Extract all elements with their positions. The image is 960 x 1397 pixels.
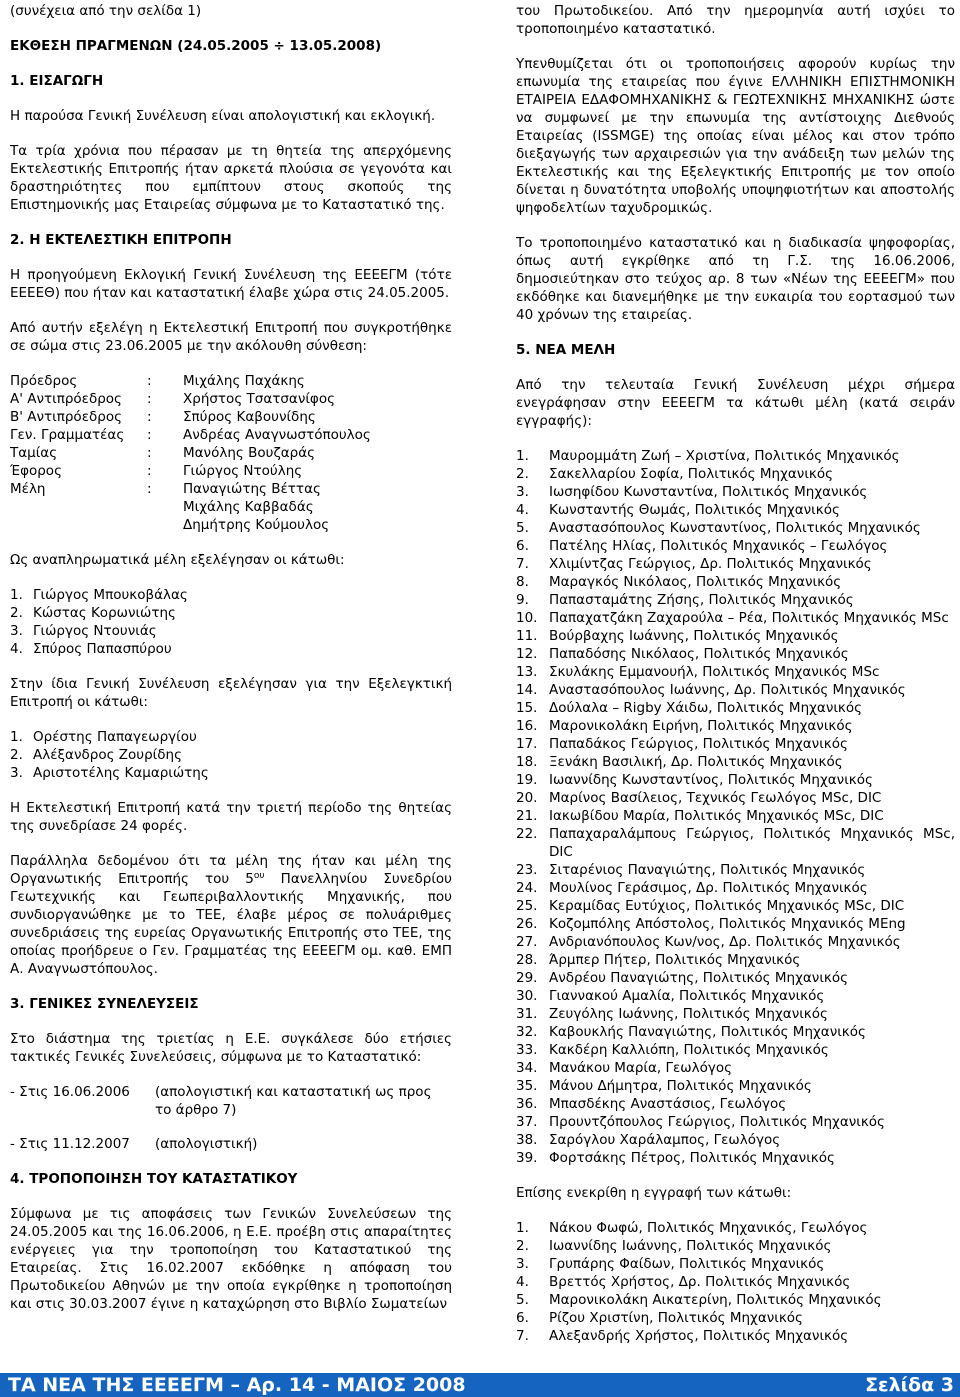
officer-role: Β' Αντιπρόεδρος: [10, 409, 123, 425]
audit-committee-list: [10, 728, 452, 782]
list-item-number: 34.: [516, 1060, 538, 1076]
list-item-number: 29.: [516, 970, 538, 986]
section-2-title: 2. Η ΕΚΤΕΛΕΣΤΙΚΗ ΕΠΙΤΡΟΠΗ: [10, 232, 232, 248]
list-item-text: Βούρβαχης Ιωάννης, Πολιτικός Μηχανικός: [549, 628, 839, 644]
list-item: [516, 933, 955, 951]
list-item-text: Σκυλάκης Εμμανουήλ, Πολιτικός Μηχανικός MSc: [549, 664, 880, 680]
left-column: [10, 2, 452, 1330]
alternates-intro: Ως αναπληρωματικά μέλη εξελέγησαν οι κάτωθι:: [10, 552, 345, 568]
officer-role: Γεν. Γραμματέας: [10, 427, 125, 443]
list-item-number: 3.: [10, 623, 23, 639]
officer-names: [183, 462, 452, 480]
list-item-text: Ρίζου Χριστίνη, Πολιτικός Μηχανικός: [549, 1310, 803, 1326]
list-item-text: Αλέξανδρος Ζουρίδης: [33, 747, 182, 763]
list-item-text: Γρυπάρης Φαίδων, Πολιτικός Μηχανικός: [549, 1256, 825, 1272]
officer-row: [10, 426, 452, 444]
list-item: [516, 1023, 955, 1041]
officer-names: [183, 480, 452, 534]
list-item-text: Σαρόγλου Χαράλαμπος, Γεωλόγος: [549, 1132, 781, 1148]
audit-intro: Στην ίδια Γενική Συνέλευση εξελέγησαν για την Εξελεγκτική Επιτροπή οι κάτωθι:: [10, 676, 452, 710]
list-item-text: Σπύρος Παπασπύρου: [33, 641, 172, 657]
list-item-number: 20.: [516, 790, 538, 806]
footer-bar: [0, 1373, 960, 1397]
list-item-text: Καβουκλής Παναγιώτης, Πολιτικός Μηχανικός: [549, 1024, 866, 1040]
list-item-text: Παπαδόσης Νικόλαος, Πολιτικός Μηχανικός: [549, 646, 849, 662]
officer-colon: :: [147, 427, 152, 443]
list-item-number: 1.: [10, 729, 23, 745]
officer-names: [183, 444, 452, 462]
list-item-text: Ξενάκη Βασιλική, Δρ. Πολιτικός Μηχανικός: [549, 754, 843, 770]
officer-name: Δημήτρης Κούμουλος: [183, 517, 330, 533]
list-item-text: Μαρονικολάκη Ειρήνη, Πολιτικός Μηχανικός: [549, 718, 853, 734]
section-1-title: 1. ΕΙΣΑΓΩΓΗ: [10, 73, 104, 89]
approved-intro: Επίσης ενεκρίθη η εγγραφή των κάτωθι:: [516, 1185, 792, 1201]
section-2-paragraph-2: Από αυτήν εξελέγη η Εκτελεστική Επιτροπή που συγκροτήθηκε σε σώμα στις 23.06.2005 με την ακόλουθη σύνθεση:: [10, 320, 452, 354]
statute-paragraph: Το τροποποιημένο καταστατικό και η διαδικασία ψηφοφορίας, όπως αυτή εγκρίθηκε από τη Γ.Σ. της 16.06.2006, δημοσιεύτηκαν στο τεύχος αρ. 8 των «Νέων της ΕΕΕΕΓΜ» που εκδόθηκε και διανεμήθηκε με την ευκαιρία του εορτασμού των 40 χρόνων της εταιρείας.: [516, 235, 955, 323]
list-item: [516, 1149, 955, 1167]
officer-colon: :: [147, 481, 152, 497]
list-item: [516, 537, 955, 555]
officer-role: Μέλη: [10, 481, 46, 497]
officer-row: [10, 408, 452, 426]
reminder-paragraph: Υπενθυμίζεται ότι οι τροποποιήσεις αφορούν κυρίως την επωνυμία της εταιρείας που έγινε ΕΛΛΗΝΙΚΗ ΕΠΙΣΤΗΜΟΝΙΚΗ ΕΤΑΙΡΕΙΑ ΕΔΑΦΟΜΗΧΑΝΙΚΗΣ & ΓΕΩΤΕΧΝΙΚΗΣ ΜΗΧΑΝΙΚΗΣ ώστε να συμφωνεί με την επωνυμία της αντίστοιχης Διεθνούς Εταιρείας (ISSMGE) της οποίας είναι μέλος και στον τρόπο διεξαγωγής των αρχαιρεσιών για την ανάδειξη των μελών της Εκτελεστικής και της Εξελεγκτικής Επιτροπής με τον οποίο δίνεται η δυνατότητα υποβολής υποψηφιοτήτων και αποστολής ψηφοδελτίων ταχυδρομικώς.: [516, 56, 955, 216]
list-item: [516, 1237, 955, 1255]
officer-names: [183, 372, 452, 390]
congress-text-a: Παράλληλα δεδομένου ότι τα μέλη της ήταν και μέλη της Οργανωτικής Επιτροπής του 5: [10, 853, 452, 887]
meeting-date: - Στις 11.12.2007: [10, 1136, 130, 1152]
list-item: [516, 1077, 955, 1095]
officer-colon: :: [147, 445, 152, 461]
list-item-text: Μπασδέκης Αναστάσιος, Γεωλόγος: [549, 1096, 787, 1112]
list-item: [516, 969, 955, 987]
list-item-number: 21.: [516, 808, 538, 824]
list-item: [516, 519, 955, 537]
list-item-number: 5.: [516, 520, 529, 536]
list-item-text: Μαρίνος Βασίλειος, Τεχνικός Γεωλόγος MSc, DIC: [549, 790, 882, 806]
list-item-text: Κωνσταντής Θωμάς, Πολιτικός Μηχανικός: [549, 502, 840, 518]
list-item-text: Νάκου Φωφώ, Πολιτικός Μηχανικός, Γεωλόγος: [549, 1220, 868, 1236]
list-item-number: 8.: [516, 574, 529, 590]
list-item-number: 16.: [516, 718, 538, 734]
list-item: [516, 753, 955, 771]
footer-publication: ΤΑ ΝΕΑ ΤΗΣ ΕΕΕΕΓΜ – Αρ. 14 - ΜΑΙΟΣ 2008: [8, 1374, 466, 1396]
meetings-paragraph: Η Εκτελεστική Επιτροπή κατά την τριετή περίοδο της θητείας της συνεδρίασε 24 φορές.: [10, 800, 452, 834]
list-item: [516, 1005, 955, 1023]
section-4-paragraph: Σύμφωνα με τις αποφάσεις των Γενικών Συνελεύσεων της 24.05.2005 και της 16.06.2006, η Ε.Ε. προέβη στις απαραίτητες ενέργειες για την τροποποίηση του Καταστατικού της Εταιρείας. Στις 16.02.2007 εκδόθηκε η απόφαση του Πρωτοδικείου Αθηνών με την οποία εγκρίθηκε η τροποποίηση και στις 30.03.2007 έγινε η καταχώρηση στο Βιβλίο Σωματείων: [10, 1206, 452, 1312]
list-item-number: 7.: [516, 556, 529, 572]
list-item: [10, 728, 452, 746]
list-item: [516, 807, 955, 825]
officer-name: Μιχάλης Καββαδάς: [183, 499, 314, 515]
list-item-number: 4.: [516, 502, 529, 518]
list-item-number: 32.: [516, 1024, 538, 1040]
officers-table: [10, 372, 452, 534]
list-item-text: Κακδέρη Καλλιόπη, Πολιτικός Μηχανικός: [549, 1042, 829, 1058]
general-meetings-list: [10, 1083, 452, 1153]
list-item: [516, 501, 955, 519]
list-item: [516, 645, 955, 663]
meeting-note: (απολογιστική και καταστατική ως προς το άρθρο 7): [155, 1084, 432, 1118]
officer-name: Ανδρέας Αναγνωστόπουλος: [183, 427, 371, 443]
list-item-text: Γιαννακού Αμαλία, Πολιτικός Μηχανικός: [549, 988, 825, 1004]
list-item-text: Ανδρέου Παναγιώτης, Πολιτικός Μηχανικός: [549, 970, 849, 986]
list-item-text: Αναστασόπουλος Ιωάννης, Δρ. Πολιτικός Μηχανικός: [549, 682, 906, 698]
continuation-note: (συνέχεια από την σελίδα 1): [10, 3, 202, 19]
officer-name: Γιώργος Ντούλης: [183, 463, 303, 479]
officer-role: Α' Αντιπρόεδρος: [10, 391, 122, 407]
list-item-text: Κοζομπόλης Απόστολος, Πολιτικός Μηχανικός MEng: [549, 916, 906, 932]
list-item-text: Ορέστης Παπαγεωργίου: [33, 729, 197, 745]
list-item: [516, 915, 955, 933]
list-item-text: Ιακωβίδου Μαρία, Πολιτικός Μηχανικός MSc, DIC: [549, 808, 884, 824]
report-title: ΕΚΘΕΣΗ ΠΡΑΓΜΕΝΩΝ (24.05.2005 ÷ 13.05.2008): [10, 38, 382, 54]
list-item-number: 19.: [516, 772, 538, 788]
footer-page-number: Σελίδα 3: [865, 1374, 954, 1396]
officer-row: [10, 462, 452, 480]
list-item-text: Κώστας Κορωνιώτης: [33, 605, 176, 621]
list-item-text: Ανδριανόπουλος Κων/νος, Δρ. Πολιτικός Μηχανικός: [549, 934, 901, 950]
section-5-title: 5. ΝΕΑ ΜΕΛΗ: [516, 342, 616, 358]
list-item: [516, 1113, 955, 1131]
list-item-text: Αλεξανδρής Χρήστος, Πολιτικός Μηχανικός: [549, 1328, 849, 1344]
officer-name: Παναγιώτης Βέττας: [183, 481, 321, 497]
list-item-text: Βρεττός Χρήστος, Δρ. Πολιτικός Μηχανικός: [549, 1274, 851, 1290]
list-item: [516, 1309, 955, 1327]
list-item: [516, 1131, 955, 1149]
officer-row: [10, 480, 452, 534]
list-item-text: Μαραγκός Νικόλαος, Πολιτικός Μηχανικός: [549, 574, 842, 590]
list-item-number: 10.: [516, 610, 538, 626]
officer-name: Μιχάλης Παχάκης: [183, 373, 305, 389]
list-item: [516, 717, 955, 735]
list-item: [516, 627, 955, 645]
list-item-number: 17.: [516, 736, 538, 752]
list-item: [516, 1219, 955, 1237]
list-item-number: 12.: [516, 646, 538, 662]
list-item-number: 25.: [516, 898, 538, 914]
list-item: [516, 663, 955, 681]
officer-name: Σπύρος Καβουνίδης: [183, 409, 316, 425]
list-item-number: 36.: [516, 1096, 538, 1112]
list-item-number: 18.: [516, 754, 538, 770]
section-4-title: 4. ΤΡΟΠΟΠΟΙΗΣΗ ΤΟΥ ΚΑΤΑΣΤΑΤΙΚΟΥ: [10, 1171, 298, 1187]
list-item-number: 1.: [516, 448, 529, 464]
list-item-number: 6.: [516, 1310, 529, 1326]
list-item-number: 27.: [516, 934, 538, 950]
list-item: [10, 586, 452, 604]
list-item-number: 33.: [516, 1042, 538, 1058]
list-item-number: 4.: [10, 641, 23, 657]
list-item: [516, 951, 955, 969]
list-item: [10, 640, 452, 658]
officer-role: Πρόεδρος: [10, 373, 78, 389]
list-item: [516, 699, 955, 717]
officer-colon: :: [147, 373, 152, 389]
list-item-number: 2.: [10, 605, 23, 621]
list-item-text: Γιώργος Ντουνιάς: [33, 623, 157, 639]
list-item: [516, 483, 955, 501]
list-item: [516, 573, 955, 591]
list-item-number: 6.: [516, 538, 529, 554]
list-item: [516, 591, 955, 609]
list-item-number: 28.: [516, 952, 538, 968]
list-item-number: 2.: [516, 466, 529, 482]
alternates-list: [10, 586, 452, 658]
list-item-number: 2.: [516, 1238, 529, 1254]
officer-row: [10, 372, 452, 390]
list-item-text: Αριστοτέλης Καμαριώτης: [33, 765, 209, 781]
list-item-number: 23.: [516, 862, 538, 878]
list-item-number: 4.: [516, 1274, 529, 1290]
list-item-text: Αναστασόπουλος Κωνσταντίνος, Πολιτικός Μηχανικός: [549, 520, 921, 536]
list-item: [516, 1095, 955, 1113]
list-item: [516, 1291, 955, 1309]
officer-names: [183, 390, 452, 408]
list-item-text: Μαυρομμάτη Ζωή – Χριστίνα, Πολιτικός Μηχανικός: [549, 448, 900, 464]
list-item-number: 30.: [516, 988, 538, 1004]
list-item-text: Ιωσηφίδου Κωνσταντίνα, Πολιτικός Μηχανικός: [549, 484, 868, 500]
list-item-text: Μαρονικολάκη Αικατερίνη, Πολιτικός Μηχανικός: [549, 1292, 882, 1308]
list-item: [516, 735, 955, 753]
list-item-text: Πατέλης Ηλίας, Πολιτικός Μηχανικός – Γεωλόγος: [549, 538, 888, 554]
list-item-text: Σακελλαρίου Σοφία, Πολιτικός Μηχανικός: [549, 466, 834, 482]
list-item-text: Μουλίνος Γεράσιμος, Δρ. Πολιτικός Μηχανικός: [549, 880, 868, 896]
list-item-number: 37.: [516, 1114, 538, 1130]
list-item: [516, 879, 955, 897]
list-item: [516, 987, 955, 1005]
list-item-text: Χλιμίντζας Γεώργιος, Δρ. Πολιτικός Μηχανικός: [549, 556, 872, 572]
list-item-text: Γιώργος Μπουκοβάλας: [33, 587, 188, 603]
congress-text-b: Πανελληνίου Συνεδρίου Γεωτεχνικής και Γεωπεριβαλλοντικής Μηχανικής, που συνδιοργανώθηκε με το ΤΕΕ, έλαβε μέρος σε πολυάριθμες συνεδριάσεις της ευρείας Οργανωτικής Επιτροπής στο ΤΕΕ, της οποίας προήδρευε ο Γεν. Γραμματέας της ΕΕΕΕΓΜ ομ. καθ. ΕΜΠ Α. Αναγνωστόπουλος.: [10, 871, 452, 977]
list-item-number: 26.: [516, 916, 538, 932]
officer-name: Χρήστος Τσατσανίφος: [183, 391, 336, 407]
list-item: [516, 1041, 955, 1059]
list-item-text: Ζευγόλης Ιωάννης, Πολιτικός Μηχανικός: [549, 1006, 828, 1022]
list-item-number: 7.: [516, 1328, 529, 1344]
officer-row: [10, 444, 452, 462]
list-item: [516, 771, 955, 789]
list-item-number: 5.: [516, 1292, 529, 1308]
list-item-number: 31.: [516, 1006, 538, 1022]
list-item-number: 38.: [516, 1132, 538, 1148]
list-item: [10, 622, 452, 640]
congress-paragraph: [10, 852, 452, 978]
list-item: [10, 746, 452, 764]
list-item-number: 2.: [10, 747, 23, 763]
officer-colon: :: [147, 391, 152, 407]
list-item: [516, 825, 955, 861]
list-item-number: 15.: [516, 700, 538, 716]
list-item-text: Μάνου Δήμητρα, Πολιτικός Μηχανικός: [549, 1078, 812, 1094]
section-2-paragraph-1: Η προηγούμενη Εκλογική Γενική Συνέλευση της ΕΕΕΕΓΜ (τότε ΕΕΕΕΘ) που ήταν και καταστατική έλαβε χώρα στις 24.05.2005.: [10, 267, 452, 301]
list-item: [516, 555, 955, 573]
congress-superscript: ου: [253, 871, 265, 881]
list-item-text: Παπαχαραλάμπους Γεώργιος, Πολιτικός Μηχανικός MSc, DIC: [549, 826, 955, 860]
list-item-text: Δούλαλα – Rigby Χάιδω, Πολιτικός Μηχανικός: [549, 700, 863, 716]
section-3-paragraph: Στο διάστημα της τριετίας η Ε.Ε. συγκάλεσε δύο ετήσιες τακτικές Γενικές Συνελεύσεις, σύμφωνα με το Καταστατικό:: [10, 1031, 452, 1065]
list-item-number: 1.: [10, 587, 23, 603]
list-item: [516, 789, 955, 807]
list-item: [10, 764, 452, 782]
list-item-number: 11.: [516, 628, 538, 644]
list-item-text: Προυντζόπουλος Γεώργιος, Πολιτικός Μηχανικός: [549, 1114, 885, 1130]
list-item: [516, 1059, 955, 1077]
officer-names: [183, 426, 452, 444]
list-item-text: Μανάκου Μαρία, Γεωλόγος: [549, 1060, 733, 1076]
section-1-paragraph-2: Τα τρία χρόνια που πέρασαν με τη θητεία της απερχόμενης Εκτελεστικής Επιτροπής ήταν αρκετά πλούσια σε γεγονότα και δραστηριότητες που εμπίπτουν στους σκοπούς της Επιστημονικής μας Εταιρείας σύμφωνα με το Καταστατικό της.: [10, 143, 452, 213]
officer-names: [183, 408, 452, 426]
officer-role: Ταμίας: [10, 445, 58, 461]
list-item-number: 3.: [516, 484, 529, 500]
list-item: [516, 681, 955, 699]
list-item-number: 24.: [516, 880, 538, 896]
list-item: [516, 897, 955, 915]
approved-members-list: [516, 1219, 955, 1345]
list-item-text: Παπασταμάτης Ζήσης, Πολιτικός Μηχανικός: [549, 592, 854, 608]
list-item-text: Ιωαννίδης Ιωάννης, Πολιτικός Μηχανικός: [549, 1238, 832, 1254]
officer-role: Έφορος: [10, 463, 62, 479]
list-item: [516, 465, 955, 483]
list-item-number: 39.: [516, 1150, 538, 1166]
continued-paragraph: του Πρωτοδικείου. Από την ημερομηνία αυτή ισχύει το τροποποιημένο καταστατικό.: [516, 3, 955, 37]
list-item-text: Κεραμίδας Ευτύχιος, Πολιτικός Μηχανικός MSc, DIC: [549, 898, 905, 914]
list-item-text: Σιταρένιος Παναγιώτης, Πολιτικός Μηχανικός: [549, 862, 866, 878]
section-1-paragraph-1: Η παρούσα Γενική Συνέλευση είναι απολογιστική και εκλογική.: [10, 108, 436, 124]
section-5-paragraph: Από την τελευταία Γενική Συνέλευση μέχρι σήμερα ενεγράφησαν στην ΕΕΕΕΓΜ τα κάτωθι μέλη (κατά σειράν εγγραφής):: [516, 377, 955, 429]
officer-name: Μανόλης Βουζαράς: [183, 445, 316, 461]
list-item: [516, 609, 955, 627]
list-item: [516, 1327, 955, 1345]
list-item: [516, 447, 955, 465]
list-item-text: Φορτσάκης Πέτρος, Πολιτικός Μηχανικός: [549, 1150, 835, 1166]
right-column: [516, 2, 955, 1362]
list-item-number: 3.: [10, 765, 23, 781]
meeting-date: - Στις 16.06.2006: [10, 1084, 130, 1100]
meeting-row: [10, 1083, 452, 1119]
new-members-list: [516, 447, 955, 1167]
list-item-number: 13.: [516, 664, 538, 680]
list-item-number: 14.: [516, 682, 538, 698]
officer-colon: :: [147, 409, 152, 425]
list-item-text: Άρμπερ Πήτερ, Πολιτικός Μηχανικός: [549, 952, 801, 968]
list-item: [10, 604, 452, 622]
list-item-text: Ιωαννίδης Κωνσταντίνος, Πολιτικός Μηχανικός: [549, 772, 873, 788]
officer-row: [10, 390, 452, 408]
meeting-row: [10, 1135, 452, 1153]
list-item-number: 22.: [516, 826, 538, 842]
officer-colon: :: [147, 463, 152, 479]
list-item-number: 1.: [516, 1220, 529, 1236]
list-item-text: Παπαχατζάκη Ζαχαρούλα – Ρέα, Πολιτικός Μηχανικός MSc: [549, 610, 949, 626]
list-item: [516, 861, 955, 879]
list-item-text: Παπαδάκος Γεώργιος, Πολιτικός Μηχανικός: [549, 736, 848, 752]
meeting-note: (απολογιστική): [155, 1136, 258, 1152]
section-3-title: 3. ΓΕΝΙΚΕΣ ΣΥΝΕΛΕΥΣΕΙΣ: [10, 996, 199, 1012]
list-item: [516, 1255, 955, 1273]
list-item-number: 35.: [516, 1078, 538, 1094]
list-item-number: 3.: [516, 1256, 529, 1272]
list-item: [516, 1273, 955, 1291]
list-item-number: 9.: [516, 592, 529, 608]
